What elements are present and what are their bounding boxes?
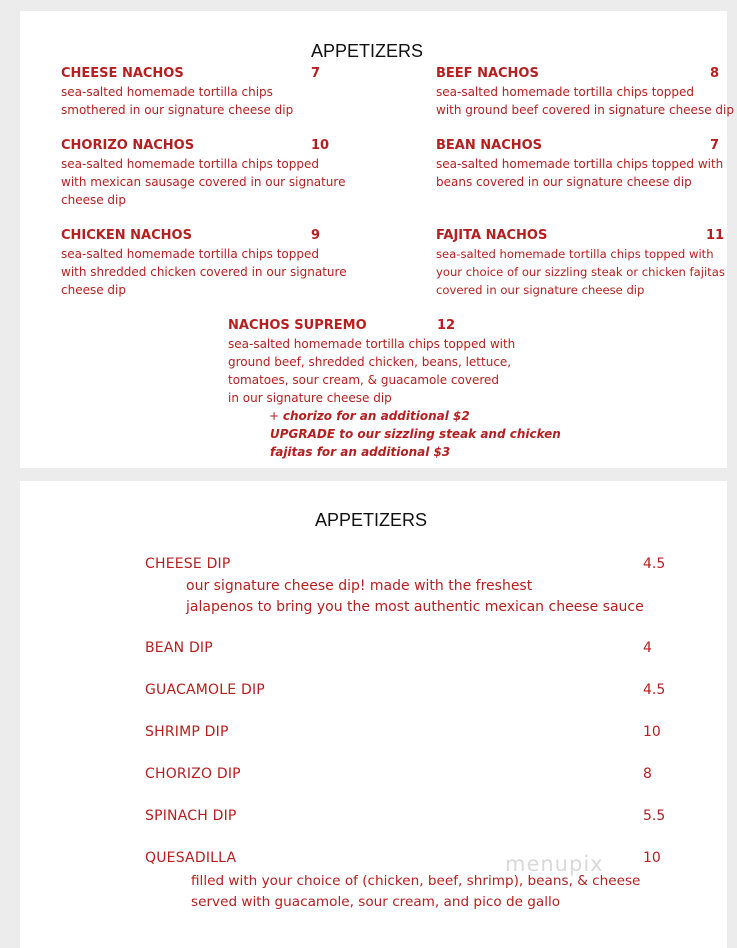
item-description: sea-salted homemade tortilla chips topped with beans covered in our signature cheese dip (436, 157, 724, 189)
item-name: BEAN NACHOS (436, 138, 543, 153)
item-price: 10 (643, 724, 661, 740)
item-description: sea-salted homemade tortilla chips topped with shredded chicken covered in our signature cheese dip (61, 247, 347, 297)
item-description: sea-salted homemade tortilla chips smothered in our signature cheese dip (61, 85, 294, 117)
item-name: CHEESE DIP (145, 556, 231, 572)
item-price: 7 (311, 66, 321, 81)
item-name: SHRIMP DIP (145, 724, 229, 740)
item-price: 10 (643, 850, 661, 866)
item-price: 9 (311, 228, 321, 243)
item-name: SPINACH DIP (145, 808, 237, 824)
item-name: QUESADILLA (145, 850, 237, 866)
item-name: CHICKEN NACHOS (61, 228, 192, 243)
item-price: 10 (311, 138, 330, 153)
item-name: CHEESE NACHOS (61, 66, 184, 81)
item-price: 7 (710, 138, 720, 153)
item-price: 11 (706, 228, 725, 243)
page-title: APPETIZERS (311, 41, 424, 61)
item-name: BEAN DIP (145, 640, 213, 656)
item-price: 8 (710, 66, 720, 81)
item-description: filled with your choice of (chicken, beef, shrimp), beans, & cheese served with guacamole, sour cream, and pico de gallo (191, 873, 641, 910)
item-name: CHORIZO DIP (145, 766, 241, 782)
item-description: sea-salted homemade tortilla chips topped with ground beef, shredded chicken, beans, lettuce, tomatoes, sour cream, & guacamole covered in our signature cheese dip (228, 337, 516, 405)
page-title: APPETIZERS (315, 510, 428, 530)
upgrade-note-fajitas: UPGRADE to our sizzling steak and chicken fajitas for an additional $3 (270, 427, 561, 459)
item-name: GUACAMOLE DIP (145, 682, 265, 698)
item-description: sea-salted homemade tortilla chips topped with your choice of our sizzling steak or chicken fajitas covered in our signature cheese dip (436, 247, 725, 297)
item-price: 12 (437, 318, 456, 333)
item-description: our signature cheese dip! made with the freshest jalapenos to bring you the most authentic mexican cheese sauce (186, 578, 644, 615)
item-description: sea-salted homemade tortilla chips topped with mexican sausage covered in our signature cheese dip (61, 157, 346, 207)
item-price: 4.5 (643, 556, 666, 572)
item-price: 8 (643, 766, 652, 782)
menupix-watermark: menupix (505, 852, 604, 876)
item-price: 5.5 (643, 808, 666, 824)
item-name: BEEF NACHOS (436, 66, 539, 81)
item-price: 4 (643, 640, 652, 656)
item-price: 4.5 (643, 682, 666, 698)
item-name: FAJITA NACHOS (436, 228, 548, 243)
item-name: CHORIZO NACHOS (61, 138, 195, 153)
item-description: sea-salted homemade tortilla chips topped with ground beef covered in signature cheese dip (436, 85, 734, 117)
item-name: NACHOS SUPREMO (228, 318, 367, 333)
upgrade-note-chorizo: + chorizo for an additional $2 (269, 409, 470, 423)
